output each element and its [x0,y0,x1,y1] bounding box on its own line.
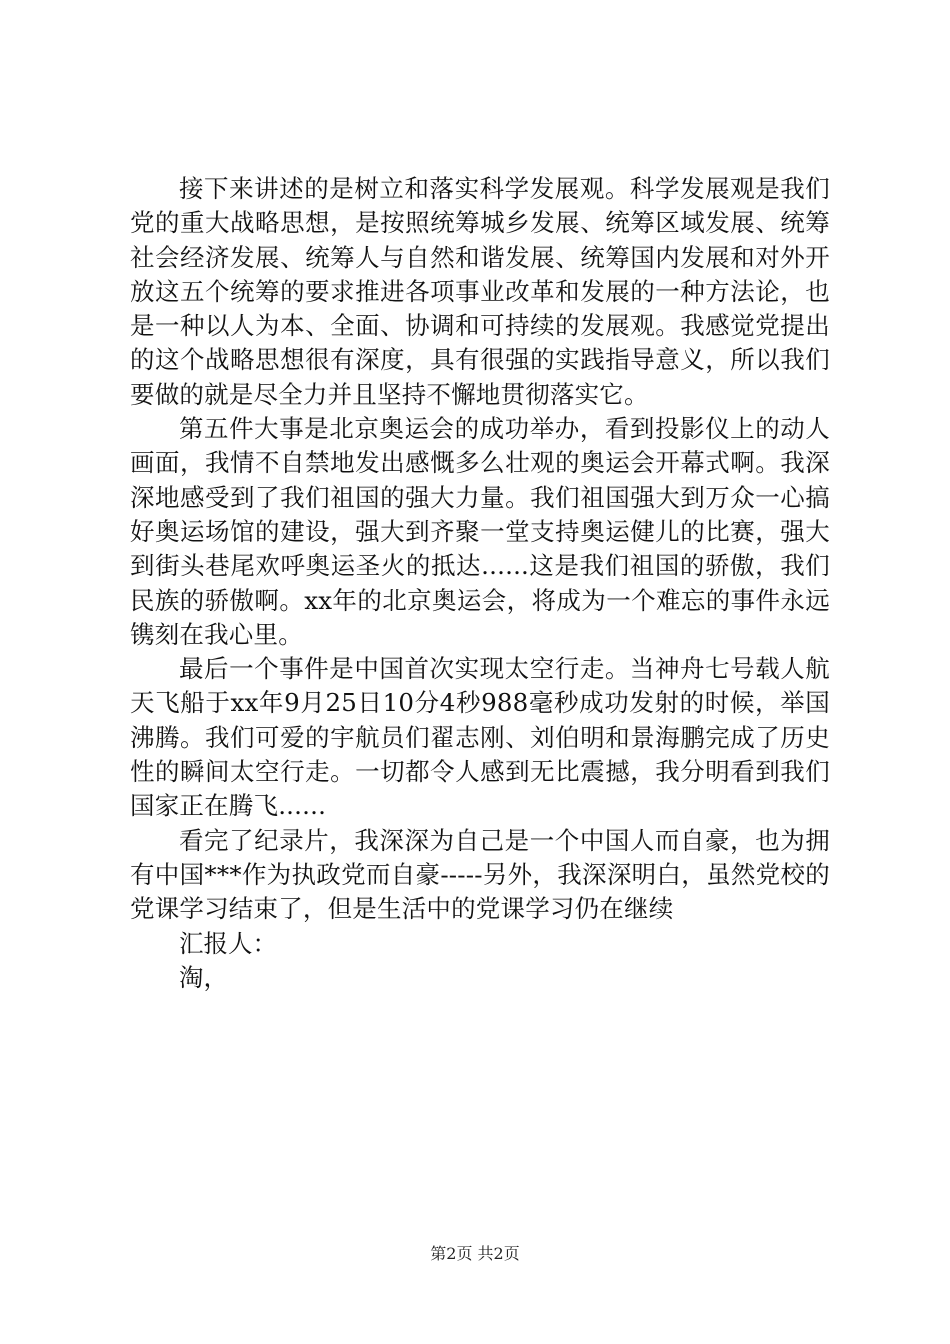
paragraph-beijing-olympics: 第五件大事是北京奥运会的成功举办，看到投影仪上的动人画面，我情不自禁地发出感慨多么壮观的奥运会开幕式啊。我深深地感受到了我们祖国的强大力量。我们祖国强大到万众一心搞好奥运场馆的建设，强大到齐聚一堂支持奥运健儿的比赛，强大到街头巷尾欢呼奥运圣火的抵达......这是我们祖国的骄傲，我们民族的骄傲啊。xx年的北京奥运会，将成为一个难忘的事件永远镌刻在我心里。 [130,414,830,649]
paragraph-scientific-development: 接下来讲述的是树立和落实科学发展观。科学发展观是我们党的重大战略思想，是按照统筹城乡发展、统筹区域发展、统筹社会经济发展、统筹人与自然和谐发展、统筹国内发展和对外开放这五个统筹的要求推进各项事业改革和发展的一种方法论，也是一种以人为本、全面、协调和可持续的发展观。我感觉党提出的这个战略思想很有深度，具有很强的实践指导意义，所以我们要做的就是尽全力并且坚持不懈地贯彻落实它。 [130,174,830,409]
document-body [130,172,830,995]
paragraph-spacewalk: 最后一个事件是中国首次实现太空行走。当神舟七号载人航天飞船于xx年9月25日10分4秒988毫秒成功发射的时候，举国沸腾。我们可爱的宇航员们翟志刚、刘伯明和景海鹏完成了历史性的瞬间太空行走。一切都令人感到无比震撼，我分明看到我们国家正在腾飞...... [130,654,830,821]
signature-fragment: 淘， [179,962,228,992]
reporter-label: 汇报人： [179,928,277,958]
page-footer: 第2页 共2页 [430,1244,520,1263]
paragraph-conclusion: 看完了纪录片，我深深为自己是一个中国人而自豪，也为拥有中国***作为执政党而自豪-----另外，我深深明白，虽然党校的党课学习结束了，但是生活中的党课学习仍在继续 [130,825,830,924]
